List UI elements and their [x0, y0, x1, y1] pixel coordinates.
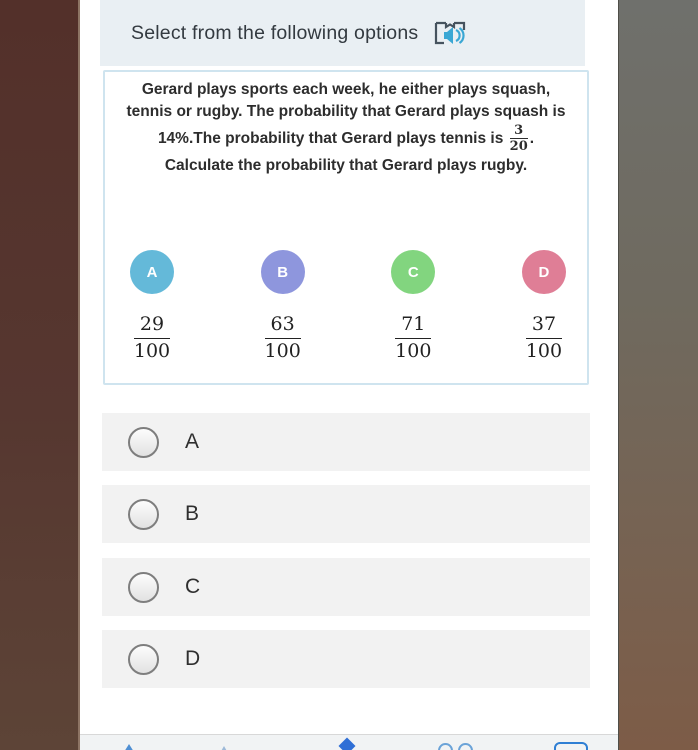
left-background-panel [0, 0, 80, 750]
answer-row-c[interactable] [102, 558, 590, 616]
choice-option-d [515, 250, 573, 363]
question-card [103, 70, 589, 385]
cursor-icon[interactable] [124, 744, 134, 750]
choice-badge-a [130, 250, 174, 294]
answer-label-c: C [185, 575, 201, 598]
choice-fraction-a: $\frac{29}{100}$ [133, 313, 171, 362]
inline-fraction: $\frac{3}{20}$ [509, 123, 528, 155]
choice-letter: C [407, 263, 419, 281]
choice-letter: D [538, 263, 550, 281]
choice-fraction-d: $\frac{37}{100}$ [525, 313, 563, 362]
question-text-part2: Calculate the probability that Gerard plays rugby. [164, 156, 528, 174]
answer-label-a: A [185, 430, 200, 453]
choice-badge-b [261, 250, 305, 294]
answer-label-b: B [185, 502, 200, 525]
question-header [100, 0, 585, 66]
choice-option-c [384, 250, 442, 363]
choice-badge-d [522, 250, 566, 294]
choices-row [105, 250, 587, 363]
choice-letter: B [277, 263, 289, 281]
choice-fraction-c: $\frac{71}{100}$ [395, 313, 432, 362]
right-background-panel [618, 0, 698, 750]
quiz-content-column [80, 0, 618, 750]
choice-badge-c [391, 250, 435, 294]
radio-button-c[interactable] [128, 572, 159, 603]
choice-letter: A [146, 263, 158, 281]
radio-button-b[interactable] [128, 499, 159, 530]
bottom-toolbar [80, 734, 618, 750]
diamond-arrow-icon[interactable] [339, 738, 356, 750]
radio-button-a[interactable] [128, 427, 159, 458]
choice-fraction-b: $\frac{63}{100}$ [264, 313, 301, 362]
question-fraction-suffix: . [529, 129, 535, 147]
read-aloud-icon[interactable] [432, 18, 468, 48]
pointer-icon[interactable] [220, 746, 228, 750]
question-text-part1: Gerard plays sports each week, he either plays squash, tennis or rugby. The probability that Gerard plays squash is 14%.The probability that Gerard plays tennis is [126, 81, 566, 147]
rings-icon[interactable] [458, 743, 473, 750]
answer-row-d[interactable] [102, 630, 590, 688]
header-title: Select from the following options [131, 21, 419, 44]
radio-button-d[interactable] [128, 644, 159, 675]
answer-row-b[interactable] [102, 485, 590, 543]
answer-label-d: D [185, 647, 201, 670]
choice-option-b [254, 250, 312, 363]
rings-icon[interactable] [438, 743, 453, 750]
choice-option-a [123, 250, 181, 363]
answer-row-a[interactable] [102, 413, 590, 471]
frame-icon[interactable] [554, 742, 588, 750]
question-text [105, 79, 587, 177]
